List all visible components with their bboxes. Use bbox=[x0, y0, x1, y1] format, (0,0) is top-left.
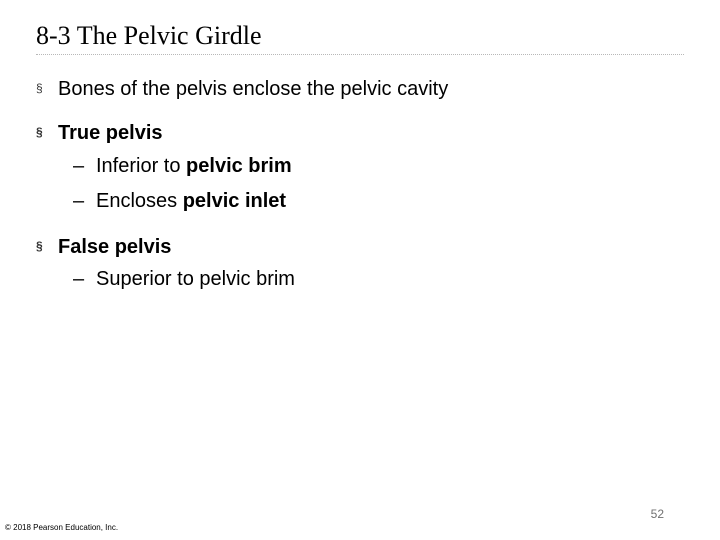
bullet-item bbox=[36, 120, 163, 145]
sub-bullet-emphasis: pelvic inlet bbox=[182, 190, 287, 212]
dash-marker: – bbox=[73, 155, 85, 177]
square-bullet-icon: § bbox=[36, 81, 43, 95]
sub-bullet-text: Encloses bbox=[96, 190, 183, 212]
dash-marker: – bbox=[73, 268, 85, 290]
bullet-item bbox=[36, 76, 448, 101]
slide-title: 8-3 The Pelvic Girdle bbox=[36, 21, 262, 50]
dash-marker: – bbox=[73, 190, 85, 212]
bullet-item bbox=[36, 234, 171, 259]
copyright-footer: © 2018 Pearson Education, Inc. bbox=[5, 523, 119, 532]
bullet-text: Bones of the pelvis enclose the pelvic cavity bbox=[58, 78, 449, 100]
sub-bullet-text: Superior to pelvic brim bbox=[96, 268, 295, 290]
sub-bullet-item bbox=[73, 154, 292, 178]
sub-bullet-item bbox=[73, 189, 286, 213]
title-divider bbox=[36, 54, 684, 56]
bullet-text: True pelvis bbox=[58, 122, 163, 144]
bullet-text: False pelvis bbox=[58, 236, 172, 258]
page-number: 52 bbox=[650, 507, 664, 521]
square-bullet-icon: § bbox=[36, 125, 43, 139]
square-bullet-icon: § bbox=[36, 239, 43, 253]
sub-bullet-emphasis: pelvic brim bbox=[186, 155, 292, 177]
sub-bullet-item bbox=[73, 267, 295, 291]
sub-bullet-text: Inferior to bbox=[96, 155, 187, 177]
